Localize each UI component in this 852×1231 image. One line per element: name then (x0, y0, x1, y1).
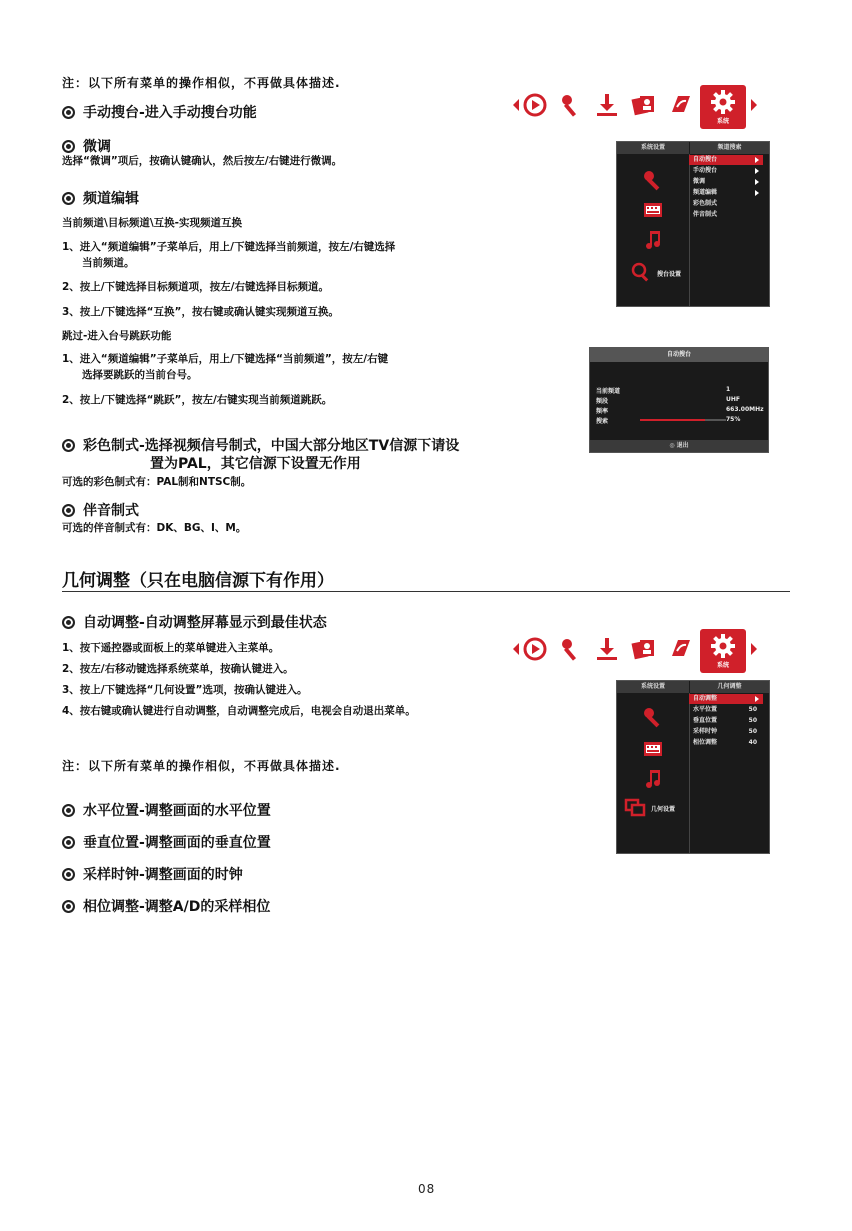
system-tab (700, 85, 746, 129)
music-icon (641, 228, 665, 252)
heading-color-system-cont: 置为PAL，其它信源下设置无作用 (150, 456, 361, 472)
menu-left-header: 系统设置 (617, 681, 689, 693)
page-number: 08 (418, 1182, 436, 1196)
geo-step3: 3、按上/下键选择“几何设置”选项，按确认键进入。 (62, 684, 308, 696)
skip-sub: 跳过-进入台号跳跃功能 (62, 330, 172, 342)
fine-tune-text: 选择“微调”项后，按确认键确认，然后按左/右键进行微调。 (62, 155, 343, 167)
tv-menu-geometry (616, 680, 770, 854)
tv-menu-channel-search (616, 141, 770, 307)
skip-step2: 2、按上/下键选择“跳跃”，按左/右键实现当前频道跳跃。 (62, 394, 333, 406)
heading-v-position: 垂直位置-调整画面的垂直位置 (62, 832, 271, 852)
menu-item-h-position[interactable]: 水平位置 50 (693, 706, 757, 713)
menu-right-header: 频道搜索 (690, 142, 769, 154)
tools-icon (556, 90, 586, 120)
heading-auto-adjust: 自动调整-自动调整屏幕显示到最佳状态 (62, 612, 327, 632)
geo-step1: 1、按下遥控器或面板上的菜单键进入主菜单。 (62, 642, 280, 654)
menu-item-v-position[interactable]: 垂直位置 50 (693, 717, 757, 724)
tune-row-search: 搜索 75% (596, 416, 741, 425)
bullet-icon (62, 616, 75, 629)
gear-icon (710, 89, 736, 115)
channel-edit-sub: 当前频道\目标频道\互换-实现频道互换 (62, 217, 243, 229)
search-progress-fill (640, 419, 705, 421)
bullet-icon (62, 900, 75, 913)
menu-item-manual-search[interactable]: 手动搜台 (689, 166, 763, 176)
arrow-right-icon (755, 168, 759, 174)
bullet-icon (62, 804, 75, 817)
download-icon (592, 634, 622, 664)
windows-icon (623, 795, 647, 819)
note-top: 注：以下所有菜单的操作相似，不再做具体描述. (62, 76, 341, 90)
auto-search-dialog (589, 347, 769, 453)
skip-step1a: 1、进入“频道编辑”子菜单后，用上/下键选择“当前频道”，按左/右键 (62, 353, 389, 365)
card-icon (664, 634, 694, 664)
sound-system-text: 可选的伴音制式有：DK、BG、I、M。 (62, 522, 247, 534)
arrow-right-icon (755, 190, 759, 196)
menu-item-color-system[interactable]: 彩色制式 (693, 200, 718, 207)
keyboard-icon (641, 198, 665, 222)
note-geometry: 注：以下所有菜单的操作相似，不再做具体描述. (62, 759, 341, 773)
wrench-icon (641, 168, 665, 192)
gear-icon (710, 633, 736, 659)
heading-sound-system: 伴音制式 (62, 500, 139, 520)
skip-step1b: 选择要跳跃的当前台号。 (82, 369, 198, 381)
bullet-icon (62, 836, 75, 849)
photo-icon (628, 634, 658, 664)
menu-left-header: 系统设置 (617, 142, 689, 154)
menu-right-header: 几何调整 (690, 681, 769, 693)
heading-channel-edit: 频道编辑 (62, 188, 139, 208)
color-system-text: 可选的彩色制式有：PAL制和NTSC制。 (62, 476, 252, 488)
menu-item-auto-search[interactable]: 自动搜台 (689, 155, 763, 165)
music-icon (641, 767, 665, 791)
play-icon (520, 90, 550, 120)
tune-row-frequency: 频率 663.00MHz (596, 406, 764, 415)
bullet-icon (62, 868, 75, 881)
channel-edit-step3: 3、按上/下键选择“互换”，按右键或确认键实现频道互换。 (62, 306, 339, 318)
geo-step4: 4、按右键或确认键进行自动调整，自动调整完成后，电视会自动退出菜单。 (62, 705, 416, 717)
photo-icon (628, 90, 658, 120)
channel-edit-step1b: 当前频道。 (82, 257, 135, 269)
geo-step2: 2、按左/右移动键选择系统菜单，按确认键进入。 (62, 663, 294, 675)
menu-item-channel-edit[interactable]: 频道编辑 (689, 188, 763, 198)
menu-icon-bar (512, 88, 758, 125)
section-title-geometry: 几何调整（只在电脑信源下有作用） (62, 571, 334, 591)
menu-item-auto-adjust[interactable]: 自动调整 (689, 694, 763, 704)
channel-edit-step2: 2、按上/下键选择目标频道项，按左/右键选择目标频道。 (62, 281, 329, 293)
heading-manual-tune: 手动搜台-进入手动搜台功能 (62, 102, 257, 122)
keyboard-icon (641, 737, 665, 761)
heading-color-system: 彩色制式-选择视频信号制式，中国大部分地区TV信源下请设 (62, 435, 459, 455)
bullet-icon (62, 439, 75, 452)
tune-row-channel: 当前频道 1 (596, 386, 731, 395)
system-label: 系统 (716, 118, 729, 125)
bullet-icon (62, 140, 75, 153)
system-label: 系统 (716, 662, 729, 669)
heading-h-position: 水平位置-调整画面的水平位置 (62, 800, 271, 820)
arrow-right-icon (750, 98, 758, 112)
arrow-right-icon (755, 696, 759, 702)
arrow-left-icon (512, 642, 520, 656)
download-icon (592, 90, 622, 120)
menu-item-phase[interactable]: 相位调整 40 (693, 739, 757, 746)
heading-fine-tune: 微调 (62, 136, 111, 156)
bullet-icon (62, 192, 75, 205)
system-tab (700, 629, 746, 673)
bullet-icon (62, 504, 75, 517)
menu-item-fine-tune[interactable]: 微调 (689, 177, 763, 187)
arrow-left-icon (512, 98, 520, 112)
menu-item-clock[interactable]: 采样时钟 50 (693, 728, 757, 735)
heading-phase: 相位调整-调整A/D的采样相位 (62, 896, 270, 916)
auto-search-title: 自动搜台 (590, 348, 768, 362)
arrow-right-icon (755, 157, 759, 163)
bullet-icon (62, 106, 75, 119)
arrow-right-icon (755, 179, 759, 185)
heading-clock: 采样时钟-调整画面的时钟 (62, 864, 243, 884)
play-icon (520, 634, 550, 664)
card-icon (664, 90, 694, 120)
wrench-icon (641, 705, 665, 729)
tools-icon (556, 634, 586, 664)
arrow-right-icon (750, 642, 758, 656)
menu-item-sound-system[interactable]: 伴音制式 (693, 211, 718, 218)
search-icon (629, 260, 653, 284)
search-progress-bar (640, 419, 726, 421)
menu-selected-label: 几何设置 (651, 806, 676, 813)
tune-row-band: 频段 UHF (596, 396, 740, 405)
menu-icon-bar-2 (512, 632, 758, 669)
exit-hint: ◎ 退出 (590, 440, 768, 452)
section-rule (62, 591, 790, 592)
channel-edit-step1a: 1、进入“频道编辑”子菜单后，用上/下键选择当前频道，按左/右键选择 (62, 241, 396, 253)
menu-selected-label: 搜台设置 (657, 271, 682, 278)
